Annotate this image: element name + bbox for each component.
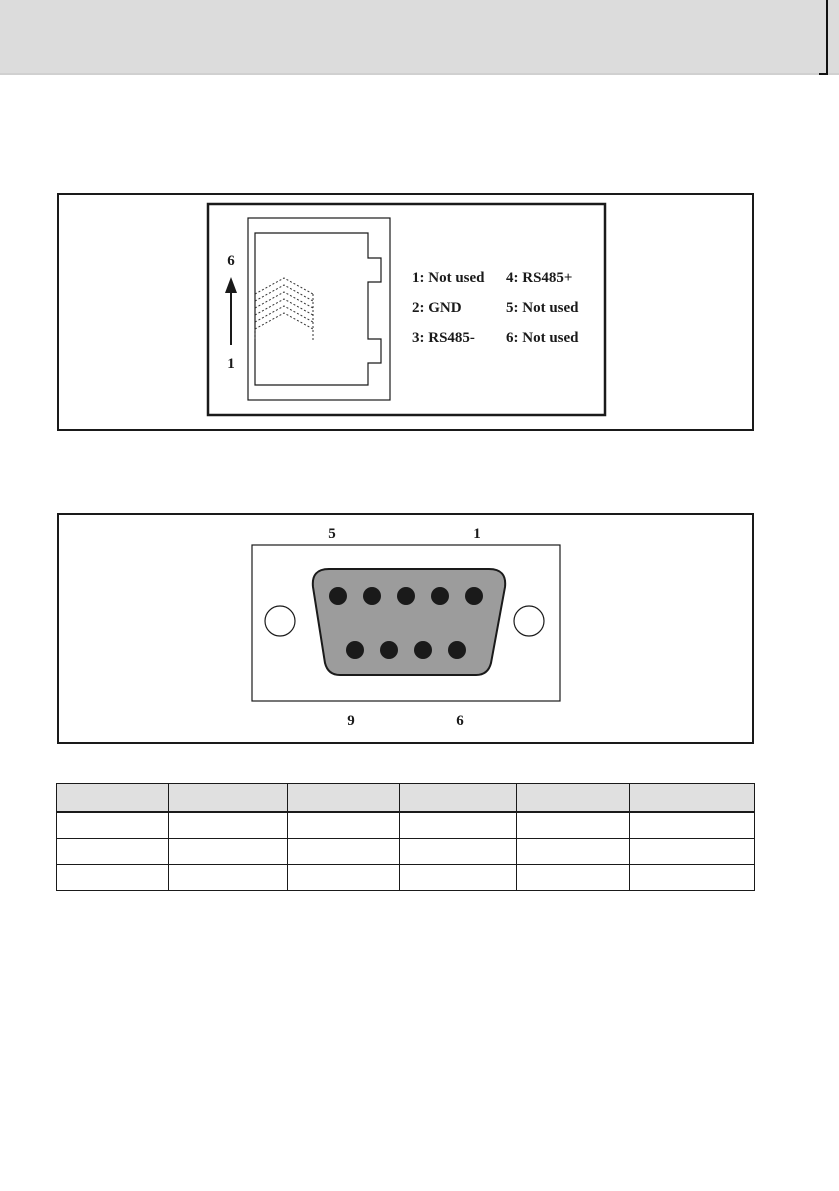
pin-4-label: 4: RS485+ xyxy=(506,270,573,286)
table-cell xyxy=(57,812,169,839)
dsub-shell xyxy=(313,569,505,675)
table-cell xyxy=(400,812,517,839)
rj45-jack-socket xyxy=(255,233,381,385)
table-row xyxy=(57,839,755,865)
pin-direction-arrow-icon xyxy=(225,277,237,345)
dsub-label-top-right: 1 xyxy=(473,526,481,542)
table-cell xyxy=(630,812,755,839)
pin-3-label: 3: RS485- xyxy=(412,330,475,346)
dsub-pin-top-4 xyxy=(431,587,449,605)
page-edge-mark xyxy=(826,0,828,75)
table-row xyxy=(57,812,755,839)
dsub-mount-hole-left-icon xyxy=(265,606,295,636)
table-header-row xyxy=(57,784,755,813)
pin-1-label: 1: Not used xyxy=(412,270,485,286)
page-header-bar xyxy=(0,0,839,73)
pin-2-label: 2: GND xyxy=(412,300,462,316)
rj45-pinout-figure xyxy=(57,193,754,431)
table-cell xyxy=(630,839,755,865)
table-cell xyxy=(400,839,517,865)
pin-assignment-table xyxy=(56,783,755,891)
table-header-cell xyxy=(517,784,630,813)
dsub9-pinout-figure xyxy=(57,513,754,744)
dsub-mount-hole-right-icon xyxy=(514,606,544,636)
table-row xyxy=(57,865,755,891)
dsub-pin-top-3 xyxy=(397,587,415,605)
dsub-pin-bottom-4 xyxy=(448,641,466,659)
table-cell xyxy=(169,812,288,839)
pin-5-label: 5: Not used xyxy=(506,300,579,316)
table-header-cell xyxy=(400,784,517,813)
dsub9-diagram xyxy=(59,515,752,742)
table-cell xyxy=(288,839,400,865)
rj45-jack-outer xyxy=(248,218,390,400)
arrow-top-label: 6 xyxy=(227,253,235,269)
dsub-pin-bottom-1 xyxy=(346,641,364,659)
dsub-label-bottom-left: 9 xyxy=(347,713,355,729)
table-cell xyxy=(57,839,169,865)
table-header-cell xyxy=(288,784,400,813)
table-header-cell xyxy=(169,784,288,813)
dsub-pin-bottom-3 xyxy=(414,641,432,659)
table-header-cell xyxy=(630,784,755,813)
dsub-pin-bottom-2 xyxy=(380,641,398,659)
table-cell xyxy=(630,865,755,891)
dsub-pin-top-1 xyxy=(329,587,347,605)
table-cell xyxy=(517,839,630,865)
header-divider xyxy=(0,73,839,75)
table-cell xyxy=(57,865,169,891)
dsub-label-bottom-right: 6 xyxy=(456,713,464,729)
rj45-diagram xyxy=(59,195,752,429)
table-cell xyxy=(169,865,288,891)
table-cell xyxy=(400,865,517,891)
arrow-bottom-label: 1 xyxy=(227,356,235,372)
table-cell xyxy=(288,812,400,839)
dsub-pin-top-5 xyxy=(465,587,483,605)
pin-6-label: 6: Not used xyxy=(506,330,579,346)
table-cell xyxy=(169,839,288,865)
table-cell xyxy=(517,812,630,839)
table-cell xyxy=(288,865,400,891)
table-header-cell xyxy=(57,784,169,813)
dsub-label-top-left: 5 xyxy=(328,526,336,542)
table-cell xyxy=(517,865,630,891)
dsub-pin-top-2 xyxy=(363,587,381,605)
rj45-contacts xyxy=(255,278,313,341)
